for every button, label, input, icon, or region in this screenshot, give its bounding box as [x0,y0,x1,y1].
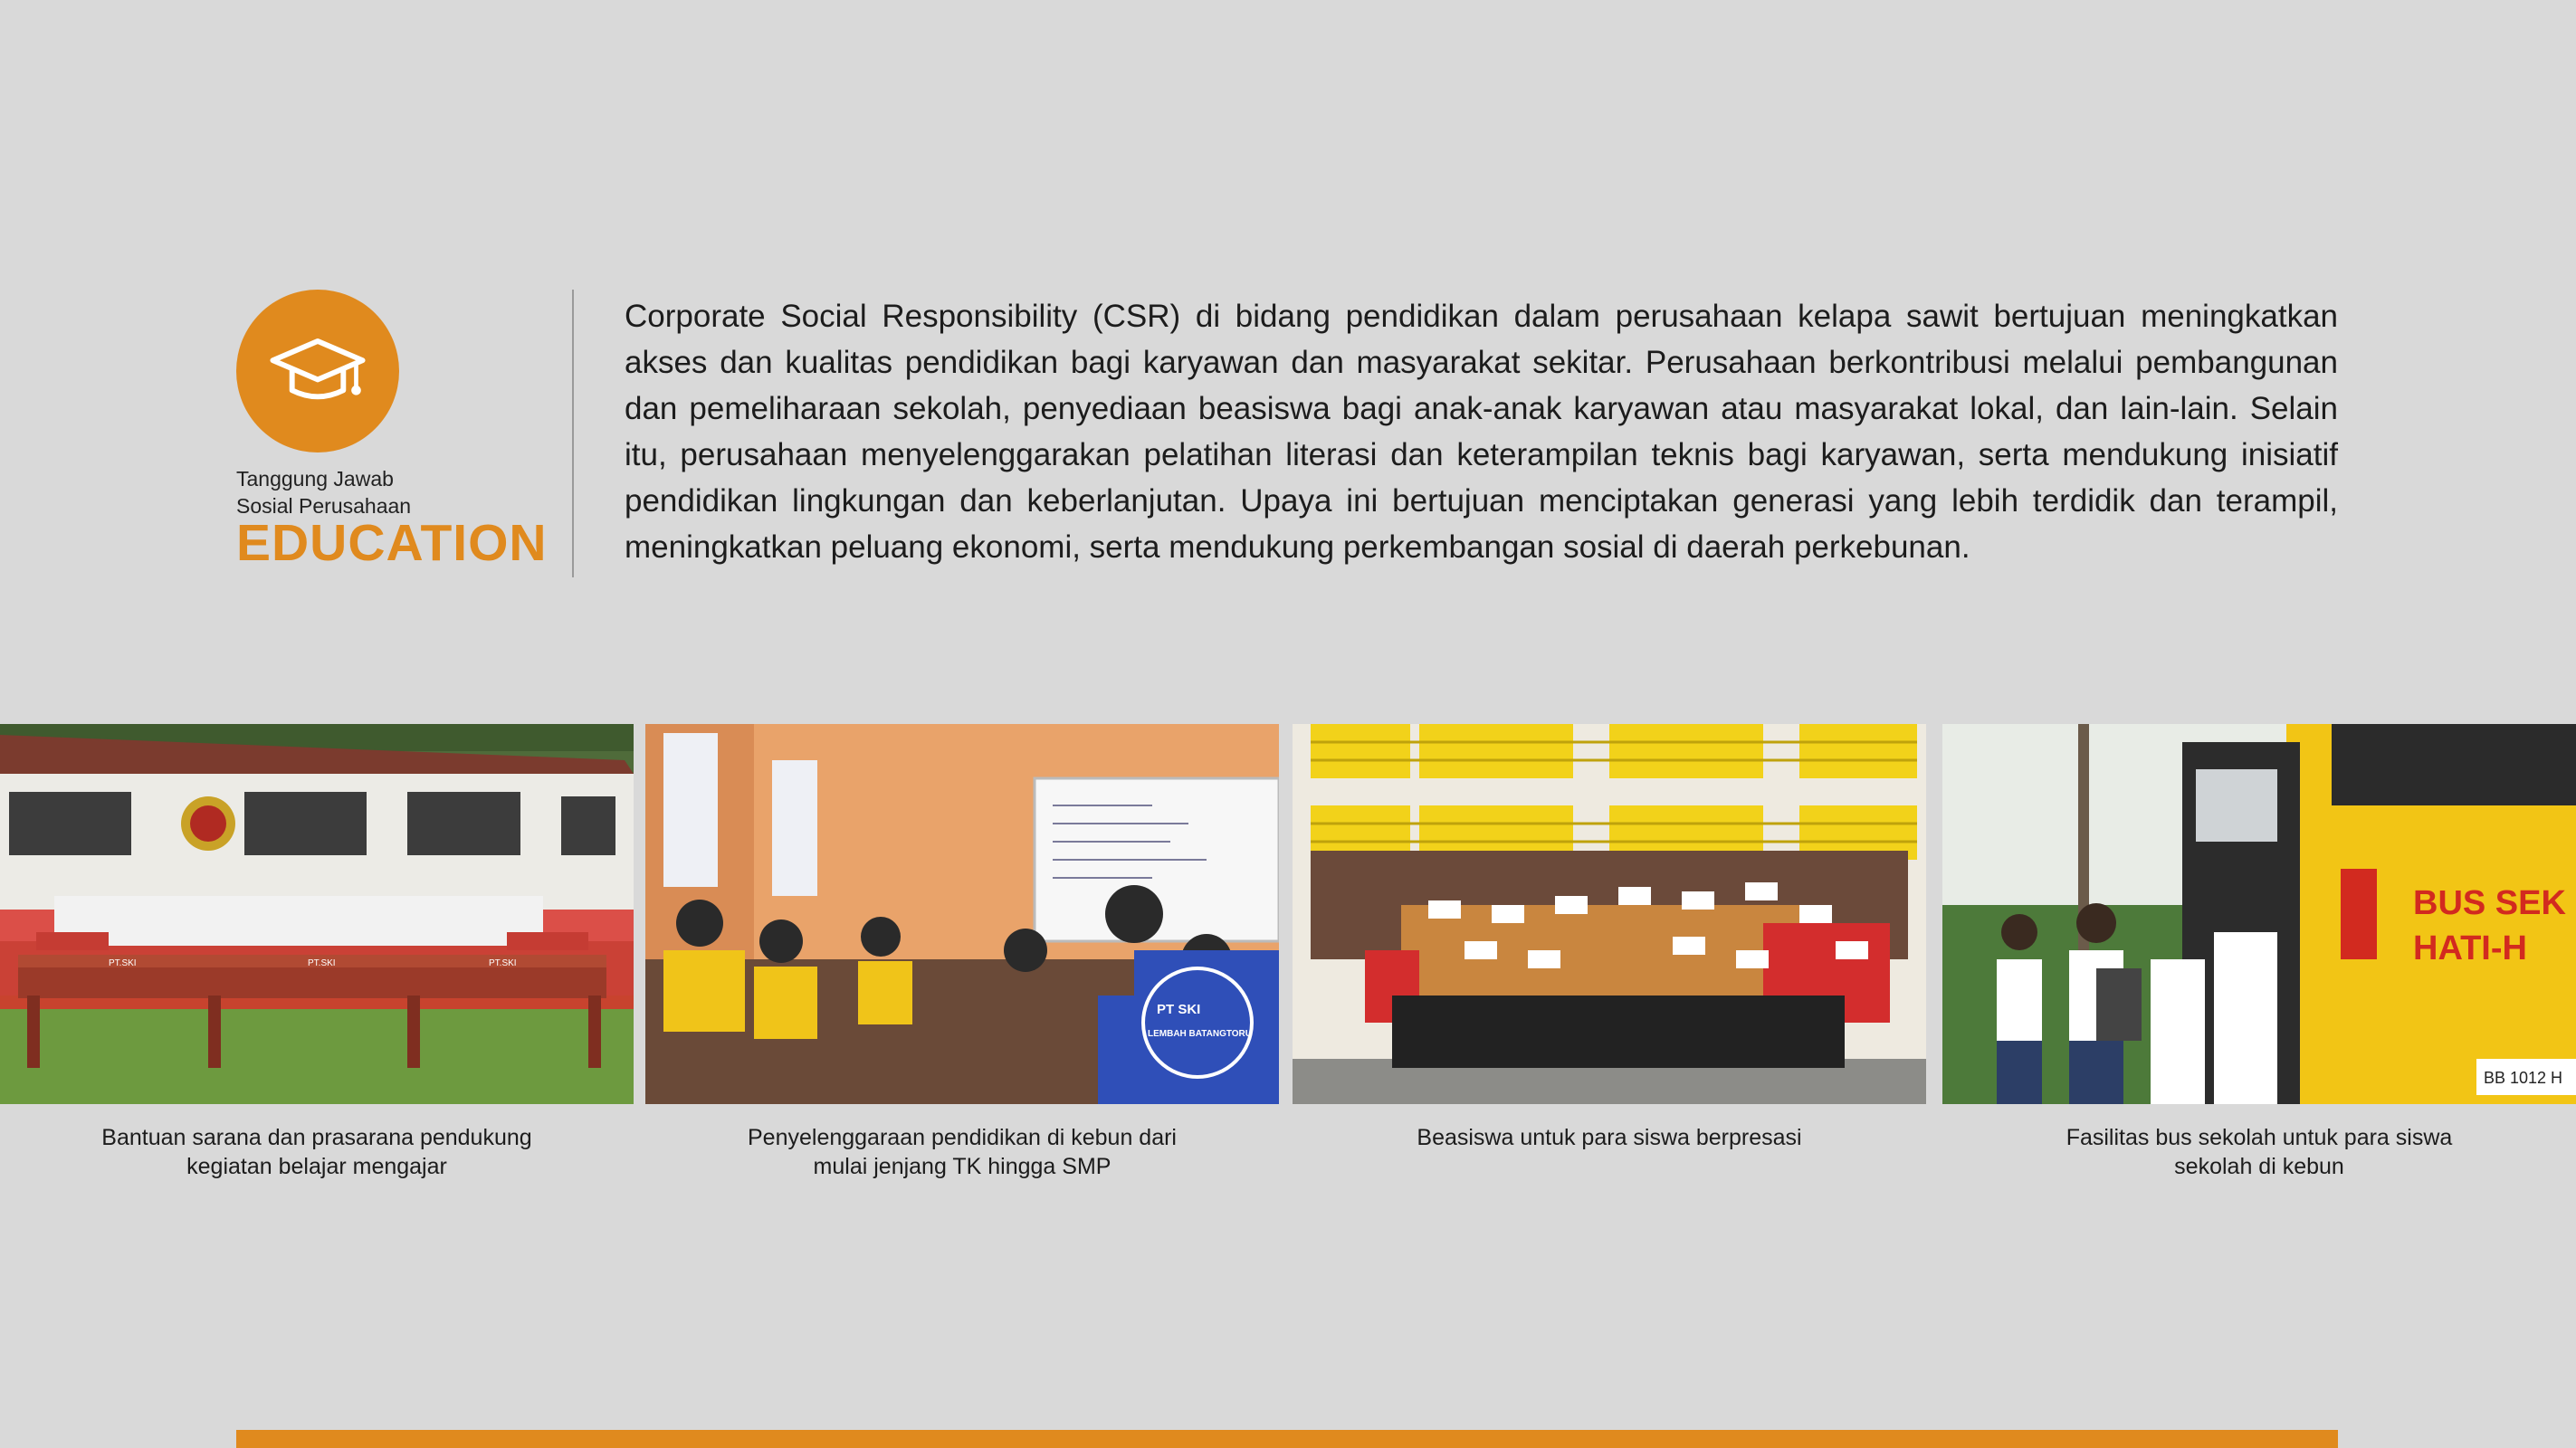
photo-school-bus [1942,724,2576,1104]
desk-label-3: PT.SKI [489,958,517,968]
intro-paragraph: Corporate Social Responsibility (CSR) di bidang pendidikan dalam perusahaan kelapa sawit bertujuan meningkatkan akses dan kualitas pendidikan bagi karyawan dan masyarakat sekitar. Perusahaan berkontribusi melalui pembangunan dan pemeliharaan sekolah, penyediaan beasiswa bagi anak-anak karyawan atau masyarakat lokal, dan lain-lain. Selain itu, perusahaan menyelenggarakan pelatihan literasi dan keterampilan teknis bagi karyawan, serta mendukung inisiatif pendidikan lingkungan dan keberlanjutan. Upaya ini bertujuan menciptakan generasi yang lebih terdidik dan terampil, meningkatkan peluang ekonomi, serta mendukung perkembangan sosial di daerah perkebunan. [625,299,2338,565]
bus-text-line1: BUS SEK [2413,884,2566,922]
photo-scholarship [1293,724,1926,1104]
caption-line-1: Beasiswa untuk para siswa berpresasi [1417,1125,1802,1150]
education-badge [236,290,399,452]
graduation-cap-icon [264,318,371,424]
caption-school-facilities [0,1123,634,1181]
shirt-logo-line1: PT SKI [1157,1002,1201,1017]
photo-school-facilities [0,724,634,1104]
desk-label-1: PT.SKI [109,958,137,968]
caption-line-1: Fasilitas bus sekolah untuk para siswa [2066,1125,2453,1150]
bus-plate: BB 1012 H [2484,1069,2563,1087]
caption-line-2: mulai jenjang TK hingga SMP [813,1154,1111,1179]
section-subtitle [236,465,411,519]
vertical-divider [572,290,574,577]
caption-line-1: Bantuan sarana dan prasarana pendukung [101,1125,532,1150]
section-header [236,290,548,579]
caption-scholarship [1293,1123,1926,1152]
photo-classroom [645,724,1279,1104]
bottom-accent-bar [236,1430,2338,1448]
subtitle-line-1: Tanggung Jawab [236,467,394,491]
shirt-logo-line2: LEMBAH BATANGTORU [1148,1029,1252,1039]
bus-text-line2: HATI-H [2413,929,2527,967]
subtitle-line-2: Sosial Perusahaan [236,494,412,518]
caption-line-1: Penyelenggaraan pendidikan di kebun dari [748,1125,1177,1150]
caption-school-bus [1942,1123,2576,1181]
caption-line-2: sekolah di kebun [2174,1154,2344,1179]
caption-line-2: kegiatan belajar mengajar [186,1154,447,1179]
desk-label-2: PT.SKI [308,958,336,968]
section-title: EDUCATION [236,514,548,572]
caption-classroom [645,1123,1279,1181]
